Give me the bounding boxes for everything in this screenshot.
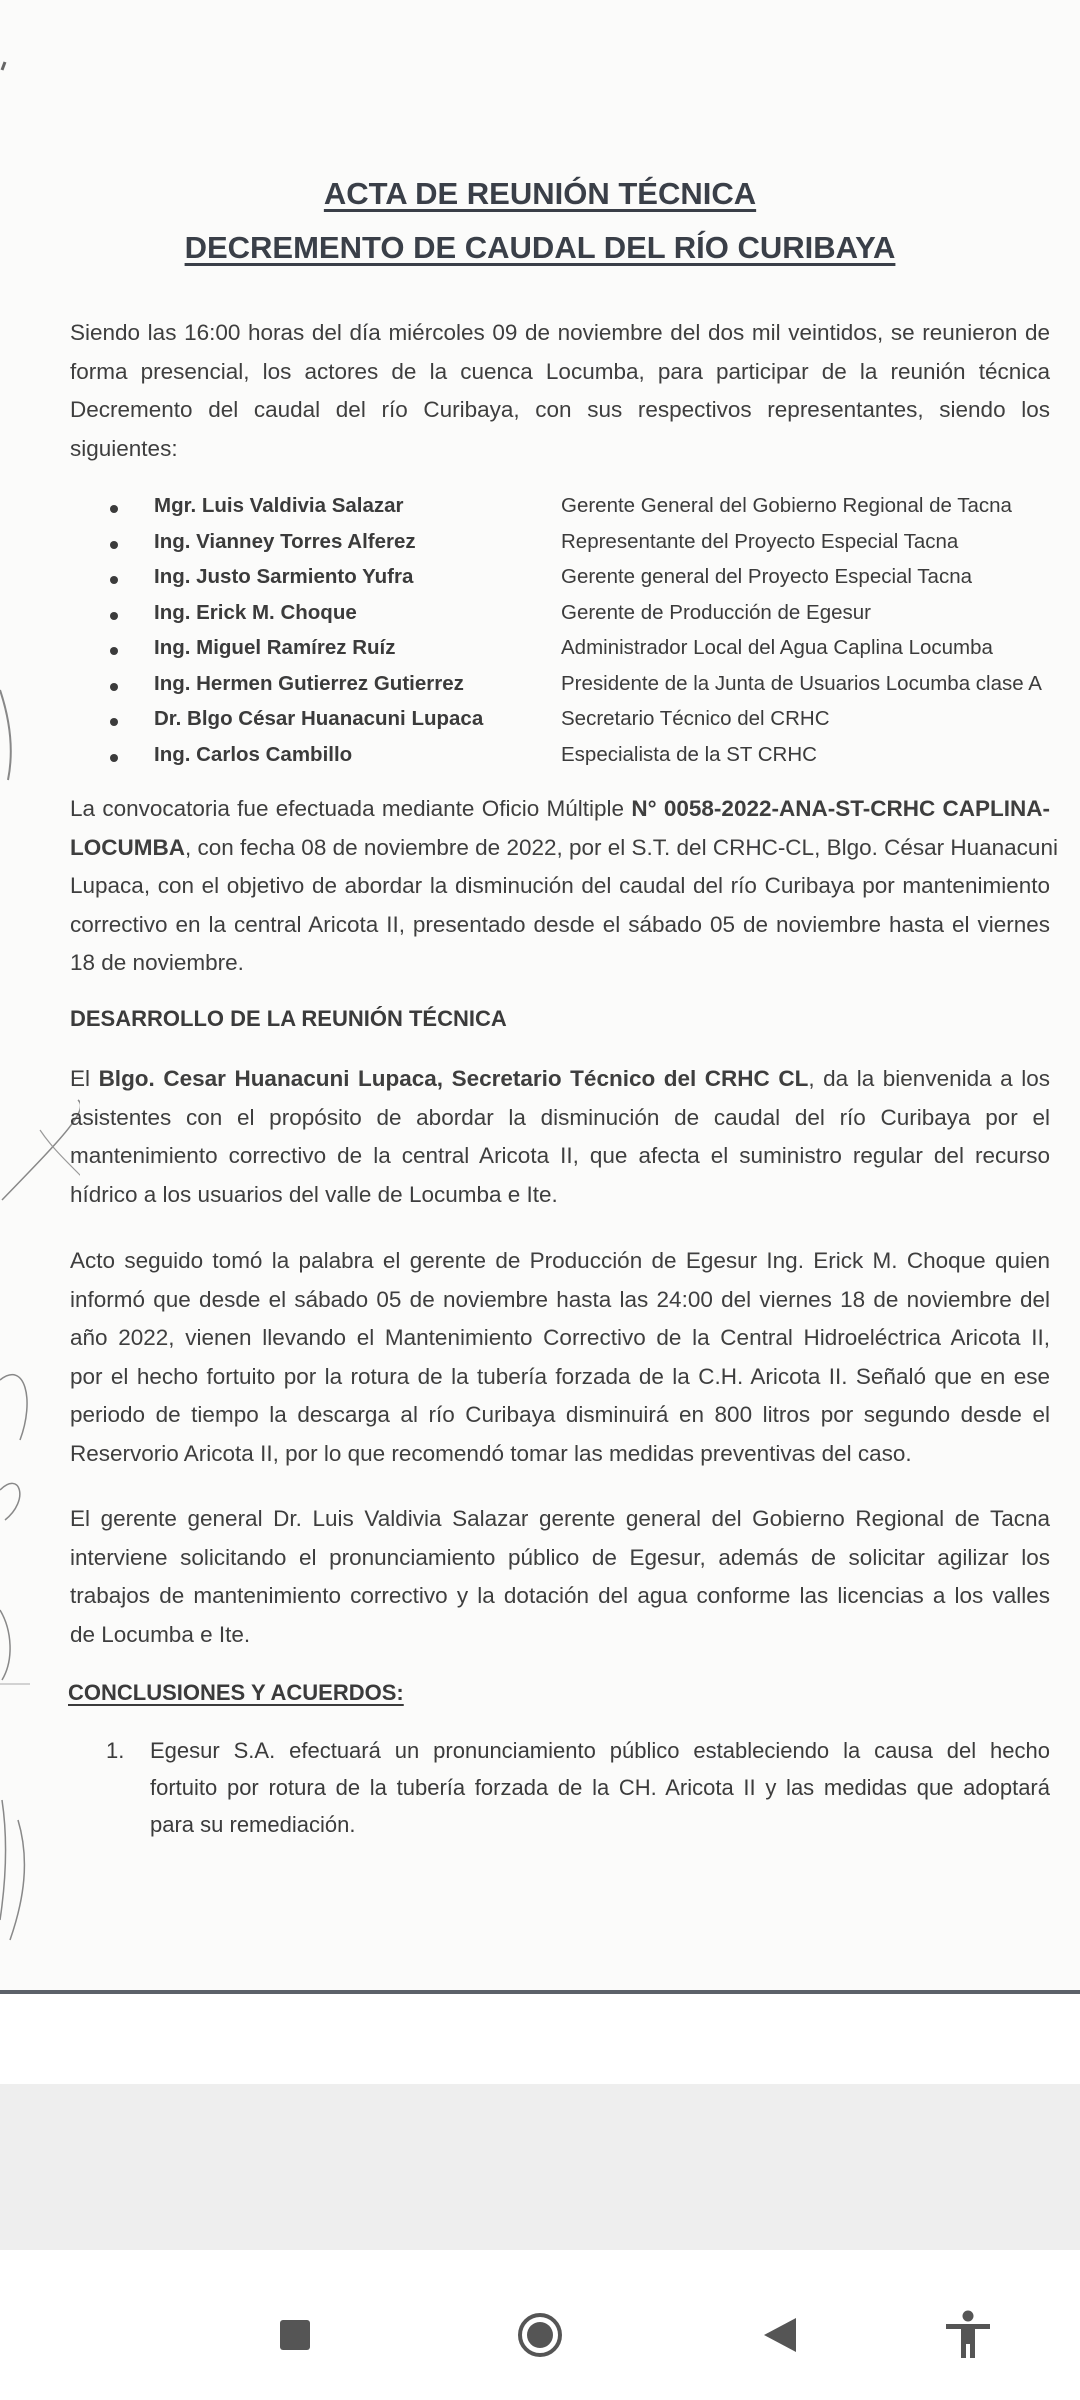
intro-line: forma presencial, los actores de la cuenca Locumba, para participar de la reunión técnica xyxy=(70,358,1050,384)
list-item xyxy=(110,601,1070,637)
document-title: ACTA DE REUNIÓN TÉCNICA xyxy=(323,176,757,211)
list-item xyxy=(110,707,1070,743)
conclusion-number: 1. xyxy=(106,1738,125,1763)
conclusion-line: fortuito por rotura de la tubería forzada de la CH. Aricota II y las medidas que adoptará xyxy=(150,1775,1050,1800)
oficio-number: N° 0058-2022-ANA-ST-CRHC CAPLINA- xyxy=(631,796,1050,821)
gerente-line: de Locumba e Ite. xyxy=(70,1621,251,1647)
section-heading-conclusiones: CONCLUSIONES Y ACUERDOS: xyxy=(68,1680,404,1705)
list-item xyxy=(110,530,1070,566)
desarrollo-line: hídrico a los usuarios del valle de Locumba e Ite. xyxy=(70,1181,558,1207)
participant-name: Ing. Vianney Torres Alferez xyxy=(154,529,416,553)
participant-name: Ing. Erick M. Choque xyxy=(154,600,357,624)
viewer-background xyxy=(0,2084,1080,2250)
bullet-icon xyxy=(110,683,118,691)
desarrollo-paragraph xyxy=(70,1060,1050,1214)
list-item xyxy=(110,672,1070,708)
bullet-icon xyxy=(110,541,118,549)
list-item xyxy=(110,636,1070,672)
bullet-icon xyxy=(110,505,118,513)
bullet-icon xyxy=(110,576,118,584)
acto-line: Reservorio Aricota II, por lo que recomendó tomar las medidas preventivas del caso. xyxy=(70,1440,912,1466)
gerente-line: trabajos de mantenimiento correctivo y la dotación del agua conforme las licencias a los valles xyxy=(70,1583,1050,1608)
recent-apps-icon xyxy=(266,2304,326,2364)
list-item xyxy=(110,565,1070,601)
intro-paragraph xyxy=(70,314,1050,468)
participant-role: Gerente general del Proyecto Especial Tacna xyxy=(561,565,973,588)
intro-line: Decremento del caudal del río Curibaya, con sus respectivos representantes, siendo los xyxy=(70,397,1050,422)
intro-line: siguientes: xyxy=(70,435,178,461)
back-button[interactable] xyxy=(752,2304,812,2364)
participants-list xyxy=(110,494,1070,778)
participant-role: Gerente General del Gobierno Regional de Tacna xyxy=(561,494,1012,517)
participant-role: Especialista de la ST CRHC xyxy=(561,742,817,766)
gerente-paragraph xyxy=(70,1500,1050,1654)
system-navigation-bar xyxy=(0,2268,1080,2400)
bullet-icon xyxy=(110,647,118,655)
convocatoria-line: correctivo en la central Aricota II, presentado desde el sábado 05 de noviembre hasta el viernes xyxy=(70,911,1050,937)
participant-name: Dr. Blgo César Huanacuni Lupaca xyxy=(154,707,484,730)
list-item xyxy=(110,494,1070,530)
recent-apps-button[interactable] xyxy=(266,2304,326,2364)
back-icon xyxy=(752,2304,812,2364)
bullet-icon xyxy=(110,754,118,762)
gerente-line: interviene solicitando el pronunciamiento público de Egesur, además de solicitar agilizar los xyxy=(70,1544,1050,1570)
convocatoria-line: La convocatoria fue efectuada mediante Oficio Múltiple N° 0058-2022-ANA-ST-CRHC CAPLINA- xyxy=(70,796,1050,821)
conclusion-text xyxy=(150,1732,1050,1843)
convocatoria-paragraph xyxy=(70,790,1058,983)
intro-line: Siendo las 16:00 horas del día miércoles 09 de noviembre del dos mil veintidos, se reunieron de xyxy=(70,320,1050,345)
gerente-line: El gerente general Dr. Luis Valdivia Salazar gerente general del Gobierno Regional de Tacna xyxy=(70,1506,1050,1531)
section-heading-desarrollo: DESARROLLO DE LA REUNIÓN TÉCNICA xyxy=(70,1006,507,1031)
participant-name: Ing. Miguel Ramírez Ruíz xyxy=(154,636,396,659)
participant-role: Representante del Proyecto Especial Tacna xyxy=(561,529,959,553)
participant-role: Gerente de Producción de Egesur xyxy=(561,600,871,624)
accessibility-button[interactable] xyxy=(938,2304,998,2364)
acto-line: informó que desde el sábado 05 de noviembre hasta las 24:00 del viernes 18 de noviembre del xyxy=(70,1286,1050,1312)
bullet-icon xyxy=(110,718,118,726)
acto-line: Acto seguido tomó la palabra el gerente de Producción de Egesur Ing. Erick M. Choque quien xyxy=(70,1248,1050,1273)
participant-role: Secretario Técnico del CRHC xyxy=(561,707,830,730)
desarrollo-line: asistentes con el propósito de abordar la disminución de caudal del río Curibaya por el xyxy=(70,1104,1050,1130)
page-edge-divider xyxy=(0,1990,1080,1994)
desarrollo-line: El Blgo. Cesar Huanacuni Lupaca, Secretario Técnico del CRHC CL, da la bienvenida a los xyxy=(70,1066,1050,1091)
list-item xyxy=(110,743,1070,779)
desarrollo-line: mantenimiento correctivo de la central Aricota II, que afecta el suministro regular del recurso xyxy=(70,1143,1050,1168)
acto-paragraph xyxy=(70,1242,1050,1473)
convocatoria-line: Lupaca, con el objetivo de abordar la disminución del caudal del río Curibaya por mantenimiento xyxy=(70,873,1050,898)
participant-role: Presidente de la Junta de Usuarios Locumba clase A xyxy=(561,671,1042,695)
accessibility-icon xyxy=(938,2304,998,2364)
conclusion-line: para su remediación. xyxy=(150,1812,356,1837)
participant-role: Administrador Local del Agua Caplina Locumba xyxy=(561,636,993,659)
participant-name: Ing. Carlos Cambillo xyxy=(154,742,353,766)
participant-name: Ing. Hermen Gutierrez Gutierrez xyxy=(154,671,464,695)
convocatoria-line: 18 de noviembre. xyxy=(70,950,244,975)
document-subtitle: DECREMENTO DE CAUDAL DEL RÍO CURIBAYA xyxy=(184,230,896,265)
acto-line: año 2022, vienen llevando el Mantenimiento Correctivo de la Central Hidroeléctrica Aricota II, xyxy=(70,1325,1050,1350)
home-icon xyxy=(512,2304,572,2364)
conclusion-line: Egesur S.A. efectuará un pronunciamiento público estableciendo la causa del hecho xyxy=(150,1738,1050,1763)
acto-line: periodo de tiempo la descarga al río Curibaya disminuirá en 800 litros por segundo desde el xyxy=(70,1402,1050,1427)
convocatoria-line: LOCUMBA, con fecha 08 de noviembre de 2022, por el S.T. del CRHC-CL, Blgo. César Huanacuni xyxy=(70,834,1058,860)
participant-name: Mgr. Luis Valdivia Salazar xyxy=(154,494,404,517)
bullet-icon xyxy=(110,612,118,620)
participant-name: Ing. Justo Sarmiento Yufra xyxy=(154,565,414,588)
home-button[interactable] xyxy=(512,2304,572,2364)
acto-line: por el hecho fortuito por la rotura de la tubería forzada de la C.H. Aricota II. Señaló que en ese xyxy=(70,1363,1050,1389)
